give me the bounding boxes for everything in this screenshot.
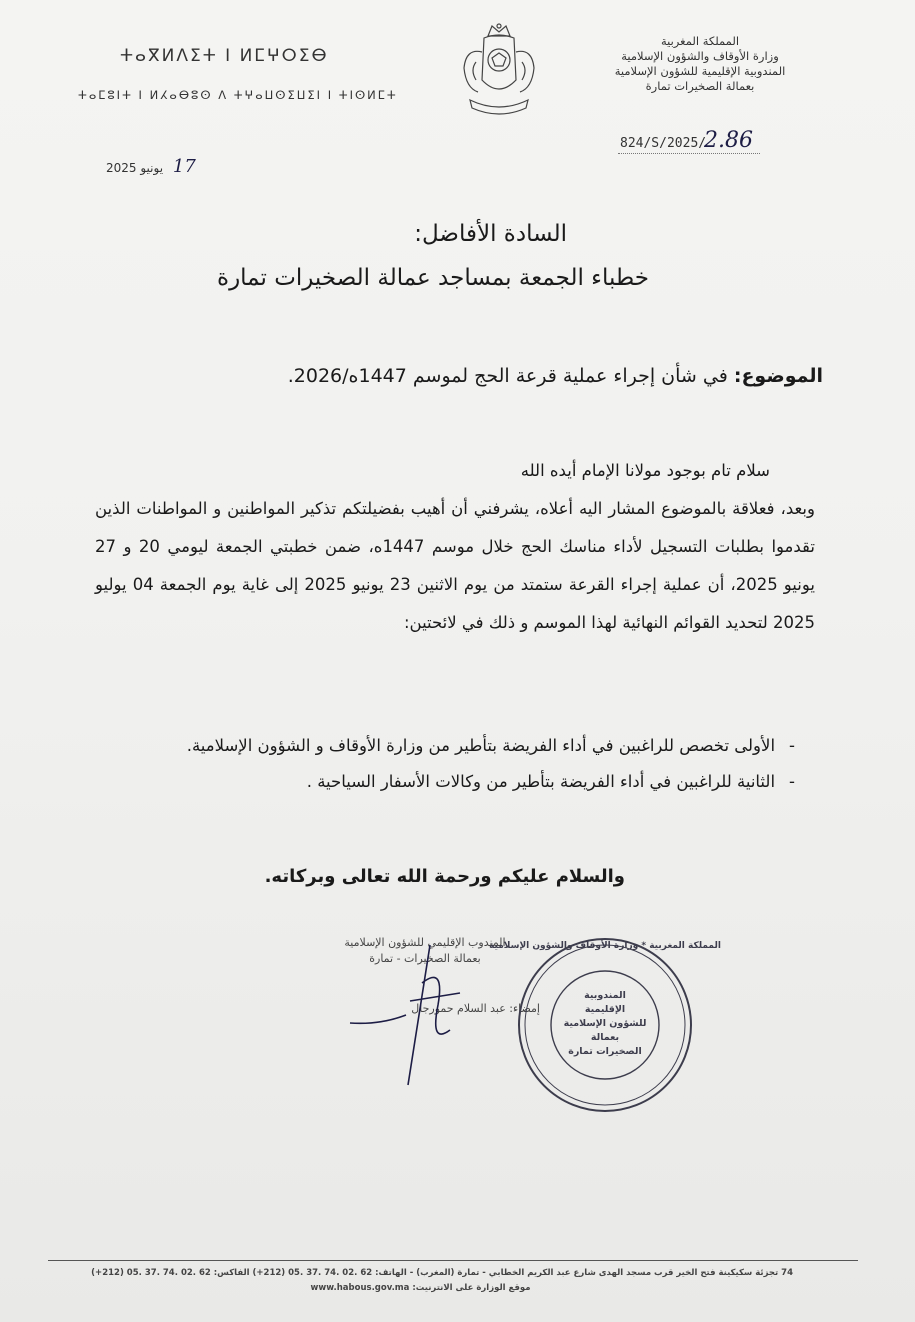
official-stamp-icon <box>489 930 721 1120</box>
header-line-4: بعمالة الصخيرات تمارة <box>645 79 755 93</box>
list-item: -الأولى تخصص للراغبين في أداء الفريضة بتأطير من وزارة الأوقاف و الشؤون الإسلامية. <box>186 736 795 755</box>
subject-line <box>288 365 823 387</box>
stamp-line-3: للشؤون الإسلامية <box>563 1018 647 1029</box>
handwritten-reference: 2.86 <box>704 128 753 153</box>
addressee-line-1: السادة الأفاضل: <box>414 221 567 247</box>
ministry-header <box>580 34 820 94</box>
subject-text: في شأن إجراء عملية قرعة الحج لموسم 1447ه/2026. <box>287 365 728 387</box>
stamp-line-2: الإقليمية <box>584 1004 626 1015</box>
footer-address: 74 تجزئة سكيكينة فتح الخير قرب مسجد الهدى شارع عبد الكريم الخطابي - تمارة (المغرب) - الهاتف: 62 .02 .74 .37 .05 (212+) الفاكس: 62 .02 .74 .37 .05 (212+) <box>91 1268 793 1278</box>
handwritten-signature-icon <box>310 935 540 1085</box>
signature-block <box>310 935 540 1085</box>
tifinagh-line-2: ⵜⴰⵎⵓⵏⵜ ⵏ ⵍⵃⴰⴱⵓⵙ ⴷ ⵜⵖⴰⵡⵙⵉⵡⵉⵏ ⵏ ⵜⵏⵙⵍⵎⵜ <box>78 88 398 102</box>
bullet-text-1: الأولى تخصص للراغبين في أداء الفريضة بتأطير من وزارة الأوقاف و الشؤون الإسلامية. <box>186 736 776 755</box>
footer-divider <box>48 1260 858 1261</box>
signatory-name: إمضاء: عبد السلام حمورجال <box>411 1002 540 1015</box>
bullet-text-2: الثانية للراغبين في أداء الفريضة بتأطير من وكالات الأسفار السياحية . <box>306 772 776 791</box>
stamp-line-1: المندوبية <box>584 990 626 1001</box>
list-item: -الثانية للراغبين في أداء الفريضة بتأطير من وكالات الأسفار السياحية . <box>306 772 795 791</box>
date-day: 17 <box>172 156 196 177</box>
reference-number: 824/S/2025/ <box>620 136 707 151</box>
bullet-list <box>187 728 795 800</box>
royal-emblem-icon <box>456 22 542 118</box>
main-paragraph: وبعد، فعلاقة بالموضوع المشار اليه أعلاه، يشرفني أن أهيب بفضيلتكم تذكير المواطنين و المواطنات الذين تقدموا بطلبات التسجيل لأداء مناسك الحج خلال موسم 1447ه، ضمن خطبتي الجمعة ليومي 20 و 27 يونيو 2025، أن عملية إجراء القرعة ستمتد من يوم الاثنين 23 يونيو 2025 إلى غاية يوم الجمعة 04 يوليو 2025 لتحديد القوائم النهائية لهذا الموسم و ذلك في لائحتين: <box>95 499 815 632</box>
signatory-line-2: بعمالة الصخيرات - تمارة <box>369 952 481 965</box>
letter-body <box>95 452 815 642</box>
reference-underline <box>618 153 760 154</box>
stamp-line-4: بعمالة <box>590 1032 620 1043</box>
addressee-line-2: خطباء الجمعة بمساجد عمالة الصخيرات تمارة <box>217 265 649 291</box>
greeting: سلام تام بوجود مولانا الإمام أيده الله <box>520 461 770 480</box>
footer <box>48 1266 793 1296</box>
closing-line: والسلام عليكم ورحمة الله تعالى وبركاته. <box>264 866 625 887</box>
subject-label: الموضوع: <box>733 365 823 387</box>
stamp-line-5: الصخيرات تمارة <box>568 1046 642 1057</box>
footer-website: موقع الوزارة على الانترنيت: www.habous.gov.ma <box>310 1283 531 1293</box>
date-month-year: يونيو 2025 <box>106 161 164 175</box>
signatory-line-1: المندوب الإقليمي للشؤون الإسلامية <box>344 936 506 949</box>
header-line-1: المملكة المغربية <box>660 34 740 48</box>
tifinagh-header <box>78 46 398 102</box>
stamp-ring-text: المملكة المغربية * وزارة الأوقاف والشؤون الإسلامية <box>489 941 721 951</box>
header-line-2: وزارة الأوقاف والشؤون الإسلامية <box>621 49 779 63</box>
addressee-block <box>217 212 649 300</box>
header-line-3: المندوبية الإقليمية للشؤون الإسلامية <box>614 64 786 78</box>
letter-date <box>106 156 196 177</box>
tifinagh-line-1: ⵜⴰⴳⵍⴷⵉⵜ ⵏ ⵍⵎⵖⵔⵉⴱ <box>120 46 329 66</box>
